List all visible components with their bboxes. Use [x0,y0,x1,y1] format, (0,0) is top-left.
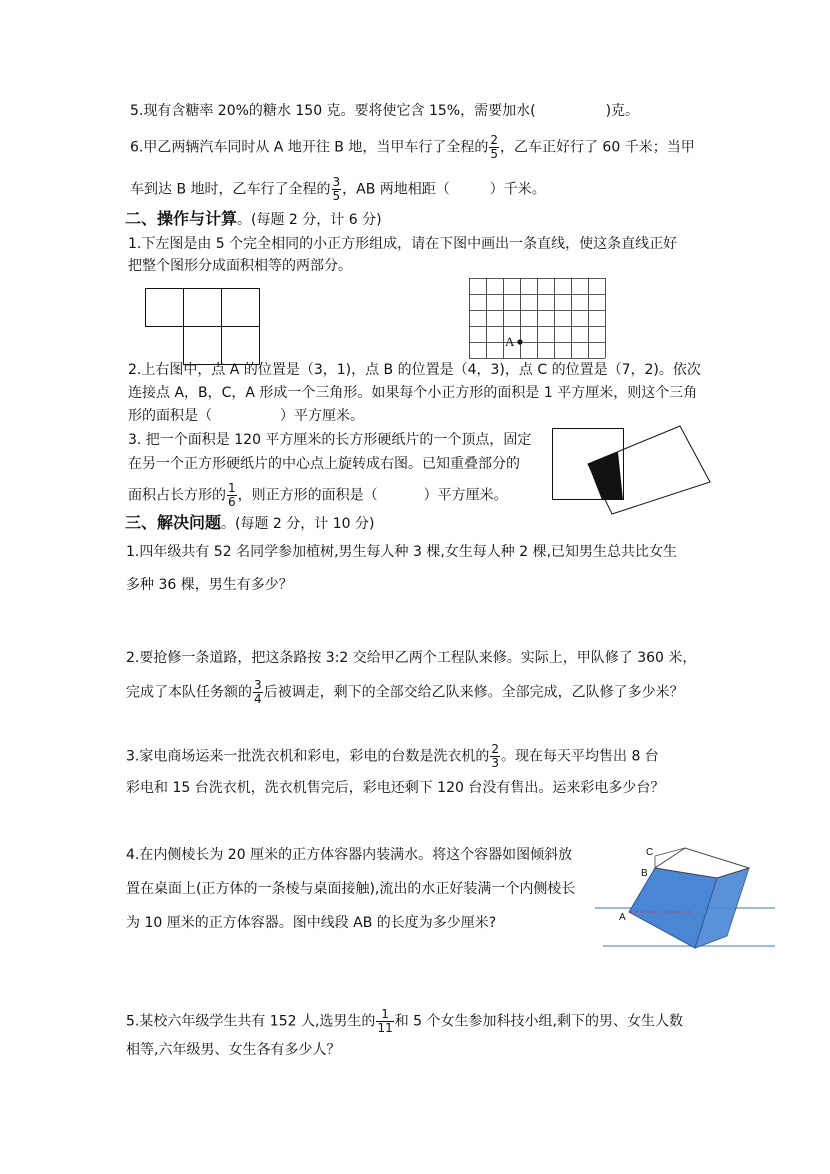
cube-label-a: A [619,912,626,923]
coordinate-grid[interactable] [469,278,605,358]
fraction: $\frac{1}{6}$ [228,481,236,509]
s3-q4-line2: 置在桌面上(正方体的一条棱与桌面接触),流出的水正好装满一个内侧棱长 [126,881,576,897]
s3-q1-line2: 多种 36 棵，男生有多少？ [126,577,293,593]
point-a-label: A [505,334,515,349]
fraction: $\frac{3}{5}$ [332,175,341,203]
s3-q5-line2: 相等,六年级男、女生各有多少人？ [126,1042,341,1058]
fraction: $\frac{2}{5}$ [490,133,498,161]
s3-q4-line3: 为 10 厘米的正方体容器。图中线段 AB 的长度为多少厘米? [126,915,497,931]
q6-fill-line2: 车到达 B 地时，乙车行了全程的 $\frac{3}{5}$ ，AB 两地相距（ ）千米。 [130,175,546,203]
s3-q4-line1: 4.在内侧棱长为 20 厘米的正方体容器内装满水。将这个容器如图倾斜放 [126,847,573,863]
s2-q2-line3: 形的面积是（ ）平方厘米。 [128,408,364,424]
section-3-heading: 三、解决问题。(每题 2 分，计 10 分) [125,513,375,532]
s2-q2-line2: 连接点 A，B，C，A 形成一个三角形。如果每个小正方形的面积是 1 平方厘米，则这个三角 [128,385,698,401]
s2-q1-line2: 把整个图形分成面积相等的两部分。 [128,258,352,274]
fraction: $\frac{1}{11}$ [377,1007,393,1035]
five-squares-figure [145,288,260,368]
s2-q3-line1: 3. 把一个面积是 120 平方厘米的长方形硬纸片的一个顶点，固定 [128,432,532,448]
s3-q3-line2: 彩电和 15 台洗衣机，洗衣机售完后，彩电还剩下 120 台没有售出。运来彩电多少台？ [126,780,665,796]
s3-q3-line1: 3.家电商场运来一批洗衣机和彩电，彩电的台数是洗衣机的 $\frac{2}{3}$ 。现在每天平均售出 8 台 [126,742,659,770]
tilted-cube-figure [595,838,775,953]
point-a-dot [517,339,522,344]
s2-q2-line1: 2.上右图中，点 A 的位置是（3，1)，点 B 的位置是（4，3)，点 C 的位置是（7，2)。依次 [128,362,701,378]
fraction: $\frac{3}{4}$ [254,678,262,706]
s2-q3-line3: 面积占长方形的 $\frac{1}{6}$ ，则正方形的面积是（ ）平方厘米。 [128,481,508,509]
fraction: $\frac{2}{3}$ [491,742,499,770]
q6-fill-line1: 6.甲乙两辆汽车同时从 A 地开往 B 地，当甲车行了全程的 $\frac{2}{5}$ ，乙车正好行了 60 千米；当甲 [130,133,695,161]
s2-q3-line2: 在另一个正方形硬纸片的中心点上旋转成右图。已知重叠部分的 [128,456,520,472]
square-rectangle-figure [548,420,728,515]
s3-q2-line1: 2.要抢修一条道路，把这条路按 3:2 交给甲乙两个工程队来修。实际上，甲队修了 360 米， [126,650,697,666]
q5-fill-line: 5.现有含糖率 20%的糖水 150 克。要将使它含 15%，需要加水( )克。 [130,103,640,119]
s3-q5-line1: 5.某校六年级学生共有 152 人,选男生的 $\frac{1}{11}$ 和 5 个女生参加科技小组,剩下的男、女生人数 [126,1007,683,1035]
s3-q2-line2: 完成了本队任务额的 $\frac{3}{4}$ 后被调走，剩下的全部交给乙队来修。全部完成，乙队修了多少米？ [126,678,684,706]
s3-q1-line1: 1.四年级共有 52 名同学参加植树,男生每人种 3 棵,女生每人种 2 棵,已知男生总共比女生 [126,544,678,560]
section-2-heading: 二、操作与计算。(每题 2 分，计 6 分) [125,209,382,228]
cube-label-b: B [641,868,648,879]
cube-label-c: C [646,847,654,858]
s2-q1-line1: 1.下左图是由 5 个完全相同的小正方形组成，请在下图中画出一条直线，使这条直线正好 [128,236,678,252]
